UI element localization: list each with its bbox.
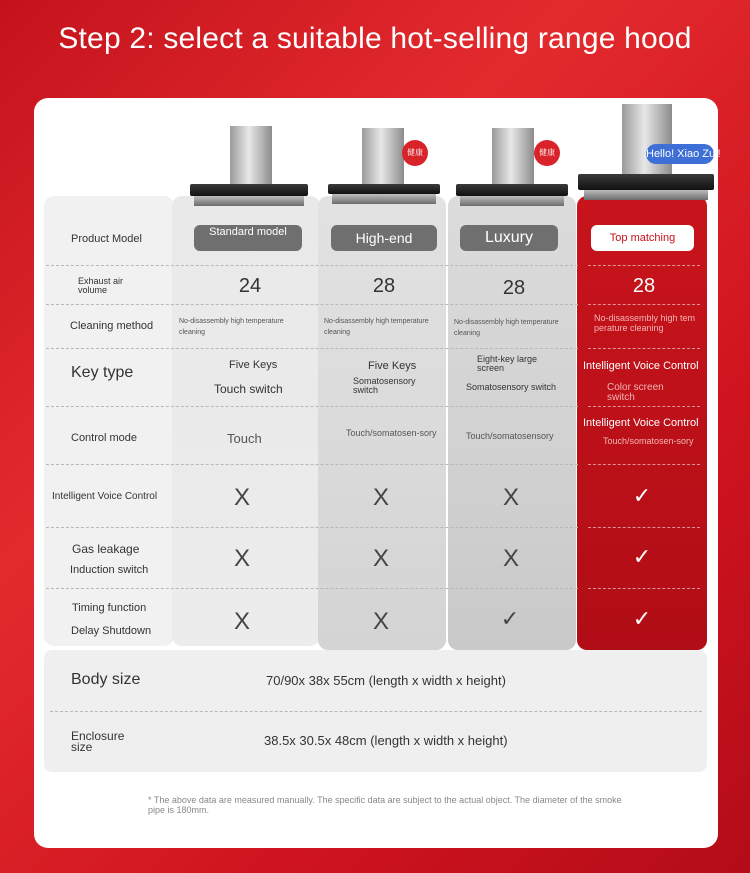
range-hood-standard-image [190, 126, 308, 212]
row-label-timing-2: Delay Shutdown [71, 625, 152, 637]
key-type-1-top-matching: Intelligent Voice Control [583, 360, 699, 372]
cleaning-high-end: No-disassembly high temperature cleaning [324, 318, 429, 336]
row-divider [46, 588, 578, 589]
key-type-2-high-end: Somatosensory switch [353, 376, 416, 396]
range-hood-luxury-image [456, 126, 568, 212]
control-mode-1-top-matching: Intelligent Voice Control [583, 417, 699, 429]
timing-high-end-cross-icon: X [372, 608, 389, 635]
row-divider [50, 711, 702, 712]
body-size-value: 70/90x 38x 55cm (length x width x height) [266, 673, 506, 688]
exhaust-value-high-end: 28 [372, 275, 396, 297]
row-divider [588, 464, 700, 465]
voice-assistant-bubble: Hello! Xiao Zui! [646, 144, 714, 164]
row-label-control-mode: Control mode [71, 432, 138, 444]
model-pill-top-matching: Top matching [591, 225, 694, 251]
row-label-exhaust: Exhaust air volume [78, 276, 124, 296]
health-badge-icon: 健康 [534, 140, 560, 166]
row-label-gas-1: Gas leakage [72, 542, 140, 556]
voice-luxury-cross-icon: X [502, 484, 519, 511]
cleaning-luxury: No-disassembly high temperature cleaning [454, 319, 559, 337]
range-hood-high-end-image [328, 126, 440, 212]
row-label-key-type: Key type [71, 364, 134, 381]
model-pill-luxury: Luxury [460, 225, 558, 251]
footnote: * The above data are measured manually. The specific data are subject to the actual object. The diameter of the smoke pipe is 180mm. [148, 795, 622, 815]
cleaning-top-matching: No-disassembly high tem perature cleaning [594, 313, 696, 333]
model-pill-high-end: High-end [331, 225, 437, 251]
voice-high-end-cross-icon: X [372, 484, 389, 511]
timing-top-matching-check-icon: ✓ [632, 606, 652, 631]
label-column [44, 196, 174, 646]
row-divider [46, 527, 578, 528]
row-label-voice: Intelligent Voice Control [52, 491, 158, 502]
page-title: Step 2: select a suitable hot-selling range hood [58, 22, 692, 55]
control-mode-high-end: Touch/somatosen-sory [346, 428, 437, 438]
row-label-timing-1: Timing function [72, 602, 147, 614]
exhaust-value-top-matching: 28 [632, 275, 656, 297]
row-divider [46, 406, 578, 407]
gas-standard-cross-icon: X [233, 545, 250, 572]
row-divider [588, 348, 700, 349]
row-divider [46, 348, 578, 349]
enclosure-size-value: 38.5x 30.5x 48cm (length x width x height) [264, 733, 508, 748]
exhaust-value-standard: 24 [238, 275, 262, 297]
voice-standard-cross-icon: X [233, 484, 250, 511]
row-divider [46, 304, 578, 305]
row-divider [46, 464, 578, 465]
key-type-2-top-matching: Color screen switch [607, 382, 664, 403]
row-divider [46, 265, 578, 266]
gas-top-matching-check-icon: ✓ [632, 544, 652, 569]
row-label-cleaning: Cleaning method [70, 320, 154, 332]
timing-standard-cross-icon: X [233, 608, 250, 635]
row-divider [588, 527, 700, 528]
row-divider [588, 265, 700, 266]
row-label-product-model: Product Model [71, 233, 142, 245]
gas-luxury-cross-icon: X [502, 545, 519, 572]
key-type-1-standard: Five Keys [229, 359, 278, 371]
cleaning-standard: No-disassembly high temperature cleaning [179, 318, 284, 336]
health-badge-icon: 健康 [402, 140, 428, 166]
key-type-2-standard: Touch switch [214, 382, 283, 396]
key-type-1-luxury: Eight-key large screen [477, 354, 538, 374]
key-type-2-luxury: Somatosensory switch [466, 382, 557, 392]
control-mode-2-top-matching: Touch/somatosen-sory [603, 436, 694, 446]
timing-luxury-check-icon: ✓ [500, 606, 520, 631]
row-label-gas-2: Induction switch [70, 564, 149, 576]
model-pill-standard: Standard model [194, 225, 302, 251]
row-label-enclosure: Enclosure size [71, 729, 125, 754]
row-divider [588, 406, 700, 407]
control-mode-standard: Touch [227, 431, 262, 446]
gas-high-end-cross-icon: X [372, 545, 389, 572]
voice-top-matching-check-icon: ✓ [632, 483, 652, 508]
row-label-body-size: Body size [71, 671, 141, 688]
control-mode-luxury: Touch/somatosensory [466, 431, 554, 441]
exhaust-value-luxury: 28 [502, 277, 526, 299]
row-divider [588, 304, 700, 305]
row-divider [588, 588, 700, 589]
standard-column [172, 196, 320, 646]
key-type-1-high-end: Five Keys [368, 360, 417, 372]
